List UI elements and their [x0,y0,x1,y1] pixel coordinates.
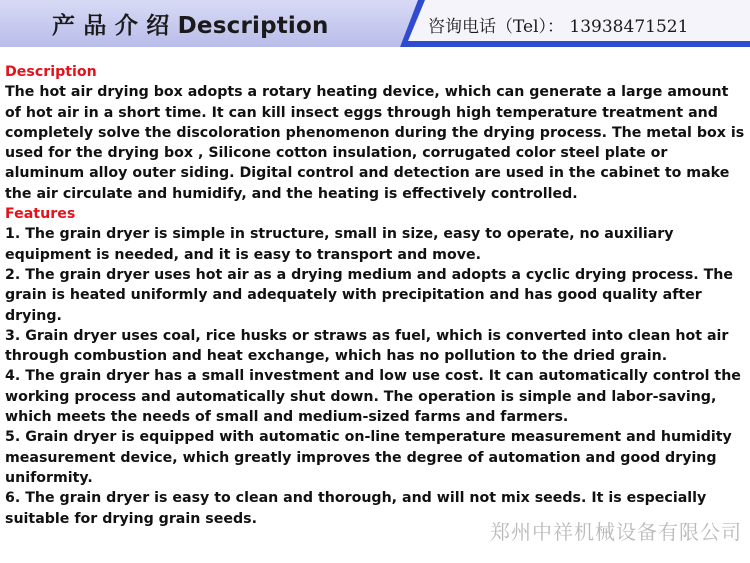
description-heading: Description [5,64,97,80]
page-title: 产 品 介 绍 Description [52,13,329,39]
header-banner [0,0,750,48]
feature-item: 5. Grain dryer is equipped with automatic on-line temperature measurement and humidity measurement device, which greatly improves the degree of automation and good drying uniformity. [5,429,732,486]
description-text: The hot air drying box adopts a rotary heating device, which can generate a large amount of hot air in a short time. It can kill insect eggs through high temperature treatment and completely solve the discoloration phenomenon during the drying process. The metal box is used for the drying box , Silicone cotton insulation, corrugated color steel plate or aluminum alloy outer siding. Digital control and detection are used in the cabinet to make the air circulate and humidify, and the heating is effectively controlled. [5,84,745,202]
feature-item: 1. The grain dryer is simple in structure, small in size, easy to operate, no auxiliary equipment is needed, and it is easy to transport and move. [5,226,674,263]
features-heading: Features [5,206,76,223]
feature-item: 6. The grain dryer is easy to clean and thorough, and will not mix seeds. It is especially suitable for drying grain seeds. [5,490,707,527]
company-watermark: 郑州中祥机械设备有限公司 [490,520,742,544]
feature-item: 2. The grain dryer uses hot air as a drying medium and adopts a cyclic drying process. The grain is heated uniformly and adequately with precipitation and has good quality after drying. [5,266,734,324]
feature-item: 3. Grain dryer uses coal, rice husks or straws as fuel, which is converted into clean hot air through combustion and heat exchange, which has no pollution to the dried grain. [5,327,729,365]
main-content [5,62,745,529]
feature-item: 4. The grain dryer has a small investment and low use cost. It can automatically control the working process and automatically shut down. The operation is simple and labor-saving, which meets the needs of small and medium-sized farms and farmers. [5,368,741,426]
contact-phone: 咨询电话（Tel）： 13938471521 [428,17,689,37]
